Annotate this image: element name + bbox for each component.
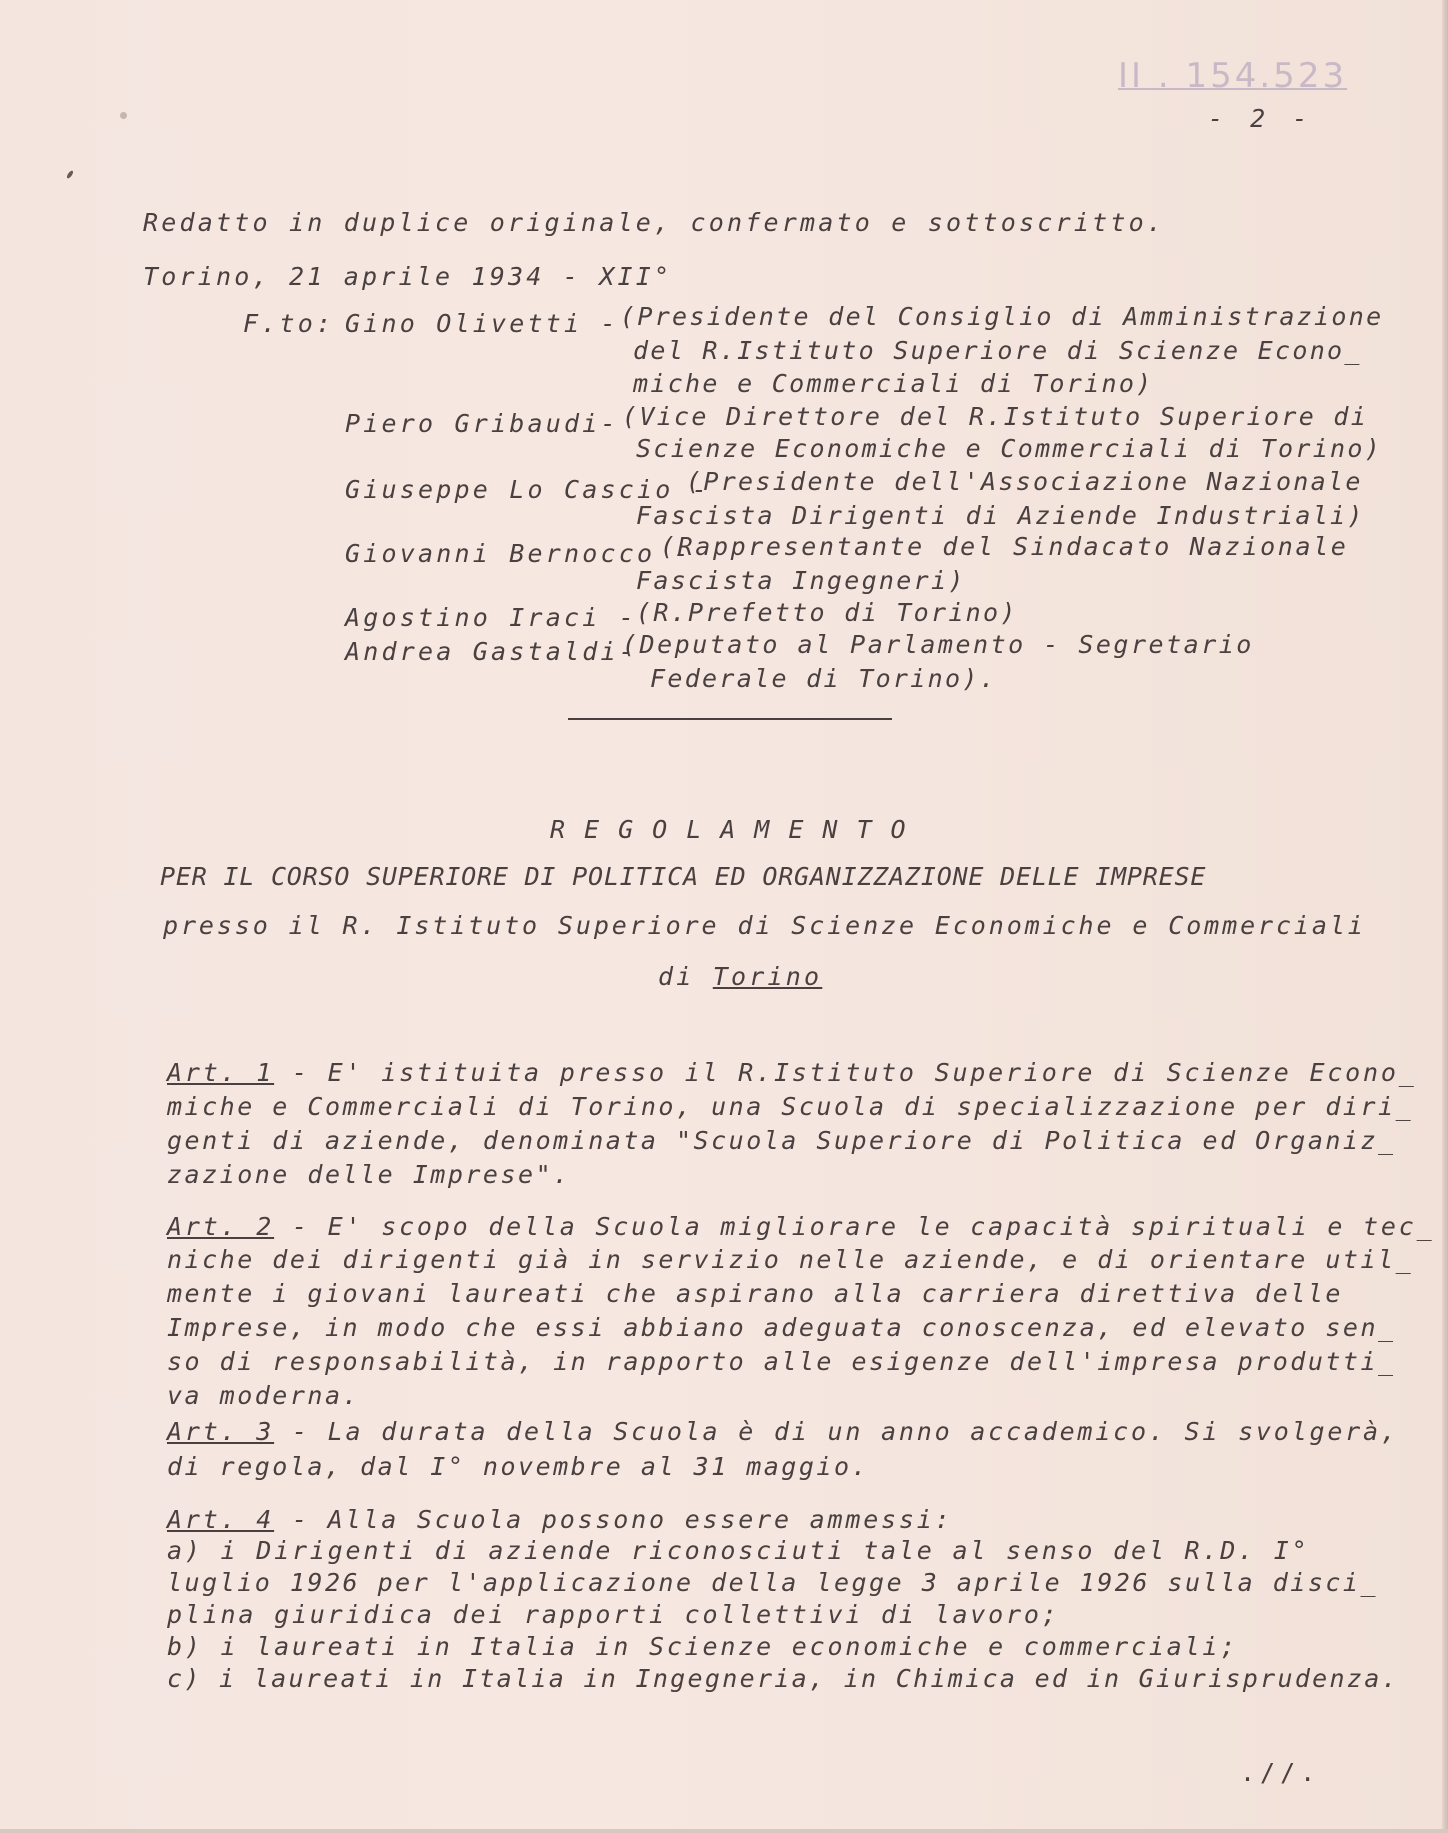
article-line	[167, 1505, 952, 1535]
continuation-mark: .//.	[1240, 1758, 1321, 1787]
signatory-role: del R.Istituto Superiore di Scienze Econo_	[633, 336, 1362, 365]
signatory-name: Piero Gribaudi-	[345, 409, 619, 438]
signatory-role: (Presidente del Consiglio di Amministrazione	[620, 302, 1384, 331]
separator-rule	[568, 718, 892, 720]
article-line: Imprese, in modo che essi abbiano adeguata conoscenza, ed elevato sen_	[167, 1313, 1396, 1342]
signatory-name: Gino Olivetti -	[345, 309, 619, 338]
article-line: a) i Dirigenti di aziende riconosciuti tale al senso del R.D. I°	[167, 1536, 1310, 1565]
regolamento-subtitle: PER IL CORSO SUPERIORE DI POLITICA ED ORGANIZZAZIONE DELLE IMPRESE	[160, 862, 1207, 891]
regolamento-subtitle	[658, 962, 822, 992]
article-line: b) i laureati in Italia in Scienze economiche e commerciali;	[167, 1632, 1239, 1661]
article-text: - La durata della Scuola è di un anno accademico. Si svolgerà,	[274, 1417, 1399, 1446]
signatory-name: Giovanni Bernocco -	[345, 539, 692, 568]
article-line: plina giuridica dei rapporti collettivi di lavoro;	[167, 1600, 1060, 1629]
signatory-role: (Vice Direttore del R.Istituto Superiore di	[622, 402, 1369, 431]
closing-date: Torino, 21 aprile 1934 - XII°	[143, 262, 673, 291]
signatory-role: Scienze Economiche e Commerciali di Torino)	[636, 434, 1383, 463]
signatory-role: miche e Commerciali di Torino)	[633, 369, 1154, 398]
article-line: mente i giovani laureati che aspirano alla carriera direttiva delle	[167, 1279, 1343, 1308]
signatory-name: Andrea Gastaldi-	[345, 637, 638, 666]
article-line: genti di aziende, denominata "Scuola Superiore di Politica ed Organiz_	[167, 1126, 1396, 1155]
article-line: di regola, dal I° novembre al 31 maggio.	[167, 1452, 870, 1481]
signatory-role: (R.Prefetto di Torino)	[636, 598, 1018, 627]
page-number: - 2 -	[1208, 104, 1314, 133]
article-text: - E' istituita presso il R.Istituto Superiore di Scienze Econo_	[274, 1058, 1417, 1087]
archive-mark	[1118, 56, 1347, 96]
article-line: so di responsabilità, in rapporto alle esigenze dell'impresa produtti_	[167, 1347, 1396, 1376]
signatory-role: Federale di Torino).	[650, 664, 998, 693]
article-line	[167, 1058, 1417, 1088]
article-line: niche dei dirigenti già in servizio nelle aziende, e di orientare util_	[167, 1245, 1414, 1274]
signatory-name: Agostino Iraci -	[345, 603, 638, 632]
article-line: zazione delle Imprese".	[167, 1160, 571, 1189]
article-line	[167, 1212, 1434, 1242]
signature-prefix: F.to:	[243, 309, 335, 338]
article-label: Art. 1	[167, 1058, 275, 1087]
article-label: Art. 4	[167, 1505, 275, 1534]
article-line: miche e Commerciali di Torino, una Scuola di specializzazione per diri_	[167, 1092, 1414, 1121]
closing-statement: Redatto in duplice originale, confermato e sottoscritto.	[143, 208, 1166, 237]
signatory-role: (Rappresentante del Sindacato Nazionale	[660, 532, 1349, 561]
signatory-role: Fascista Dirigenti di Aziende Industriali)	[636, 501, 1365, 530]
article-line	[167, 1417, 1399, 1447]
regolamento-subtitle: presso il R. Istituto Superiore di Scienze Economiche e Commerciali	[163, 911, 1366, 940]
regolamento-heading: REGOLAMENTO	[550, 815, 925, 844]
article-label: Art. 2	[167, 1212, 275, 1241]
article-text: - Alla Scuola possono essere ammessi:	[274, 1505, 953, 1534]
article-line: luglio 1926 per l'applicazione della legge 3 aprile 1926 sulla disci_	[167, 1568, 1379, 1597]
subtitle-text: di	[658, 962, 713, 991]
article-text: - E' scopo della Scuola migliorare le capacità spirituali e tec_	[274, 1212, 1435, 1241]
signatory-name: Giuseppe Lo Cascio -	[345, 475, 711, 504]
article-line: c) i laureati in Italia in Ingegneria, in Chimica ed in Giurisprudenza.	[167, 1664, 1399, 1693]
signatory-role: (Presidente dell'Associazione Nazionale	[686, 467, 1363, 496]
archive-mark-text: II . 154.523	[1118, 56, 1348, 96]
signatory-role: Fascista Ingegneri)	[636, 566, 966, 595]
signatory-role: (Deputato al Parlamento - Segretario	[622, 630, 1254, 659]
article-label: Art. 3	[167, 1417, 275, 1446]
article-line: va moderna.	[167, 1381, 361, 1410]
subtitle-city: Torino	[712, 962, 823, 991]
